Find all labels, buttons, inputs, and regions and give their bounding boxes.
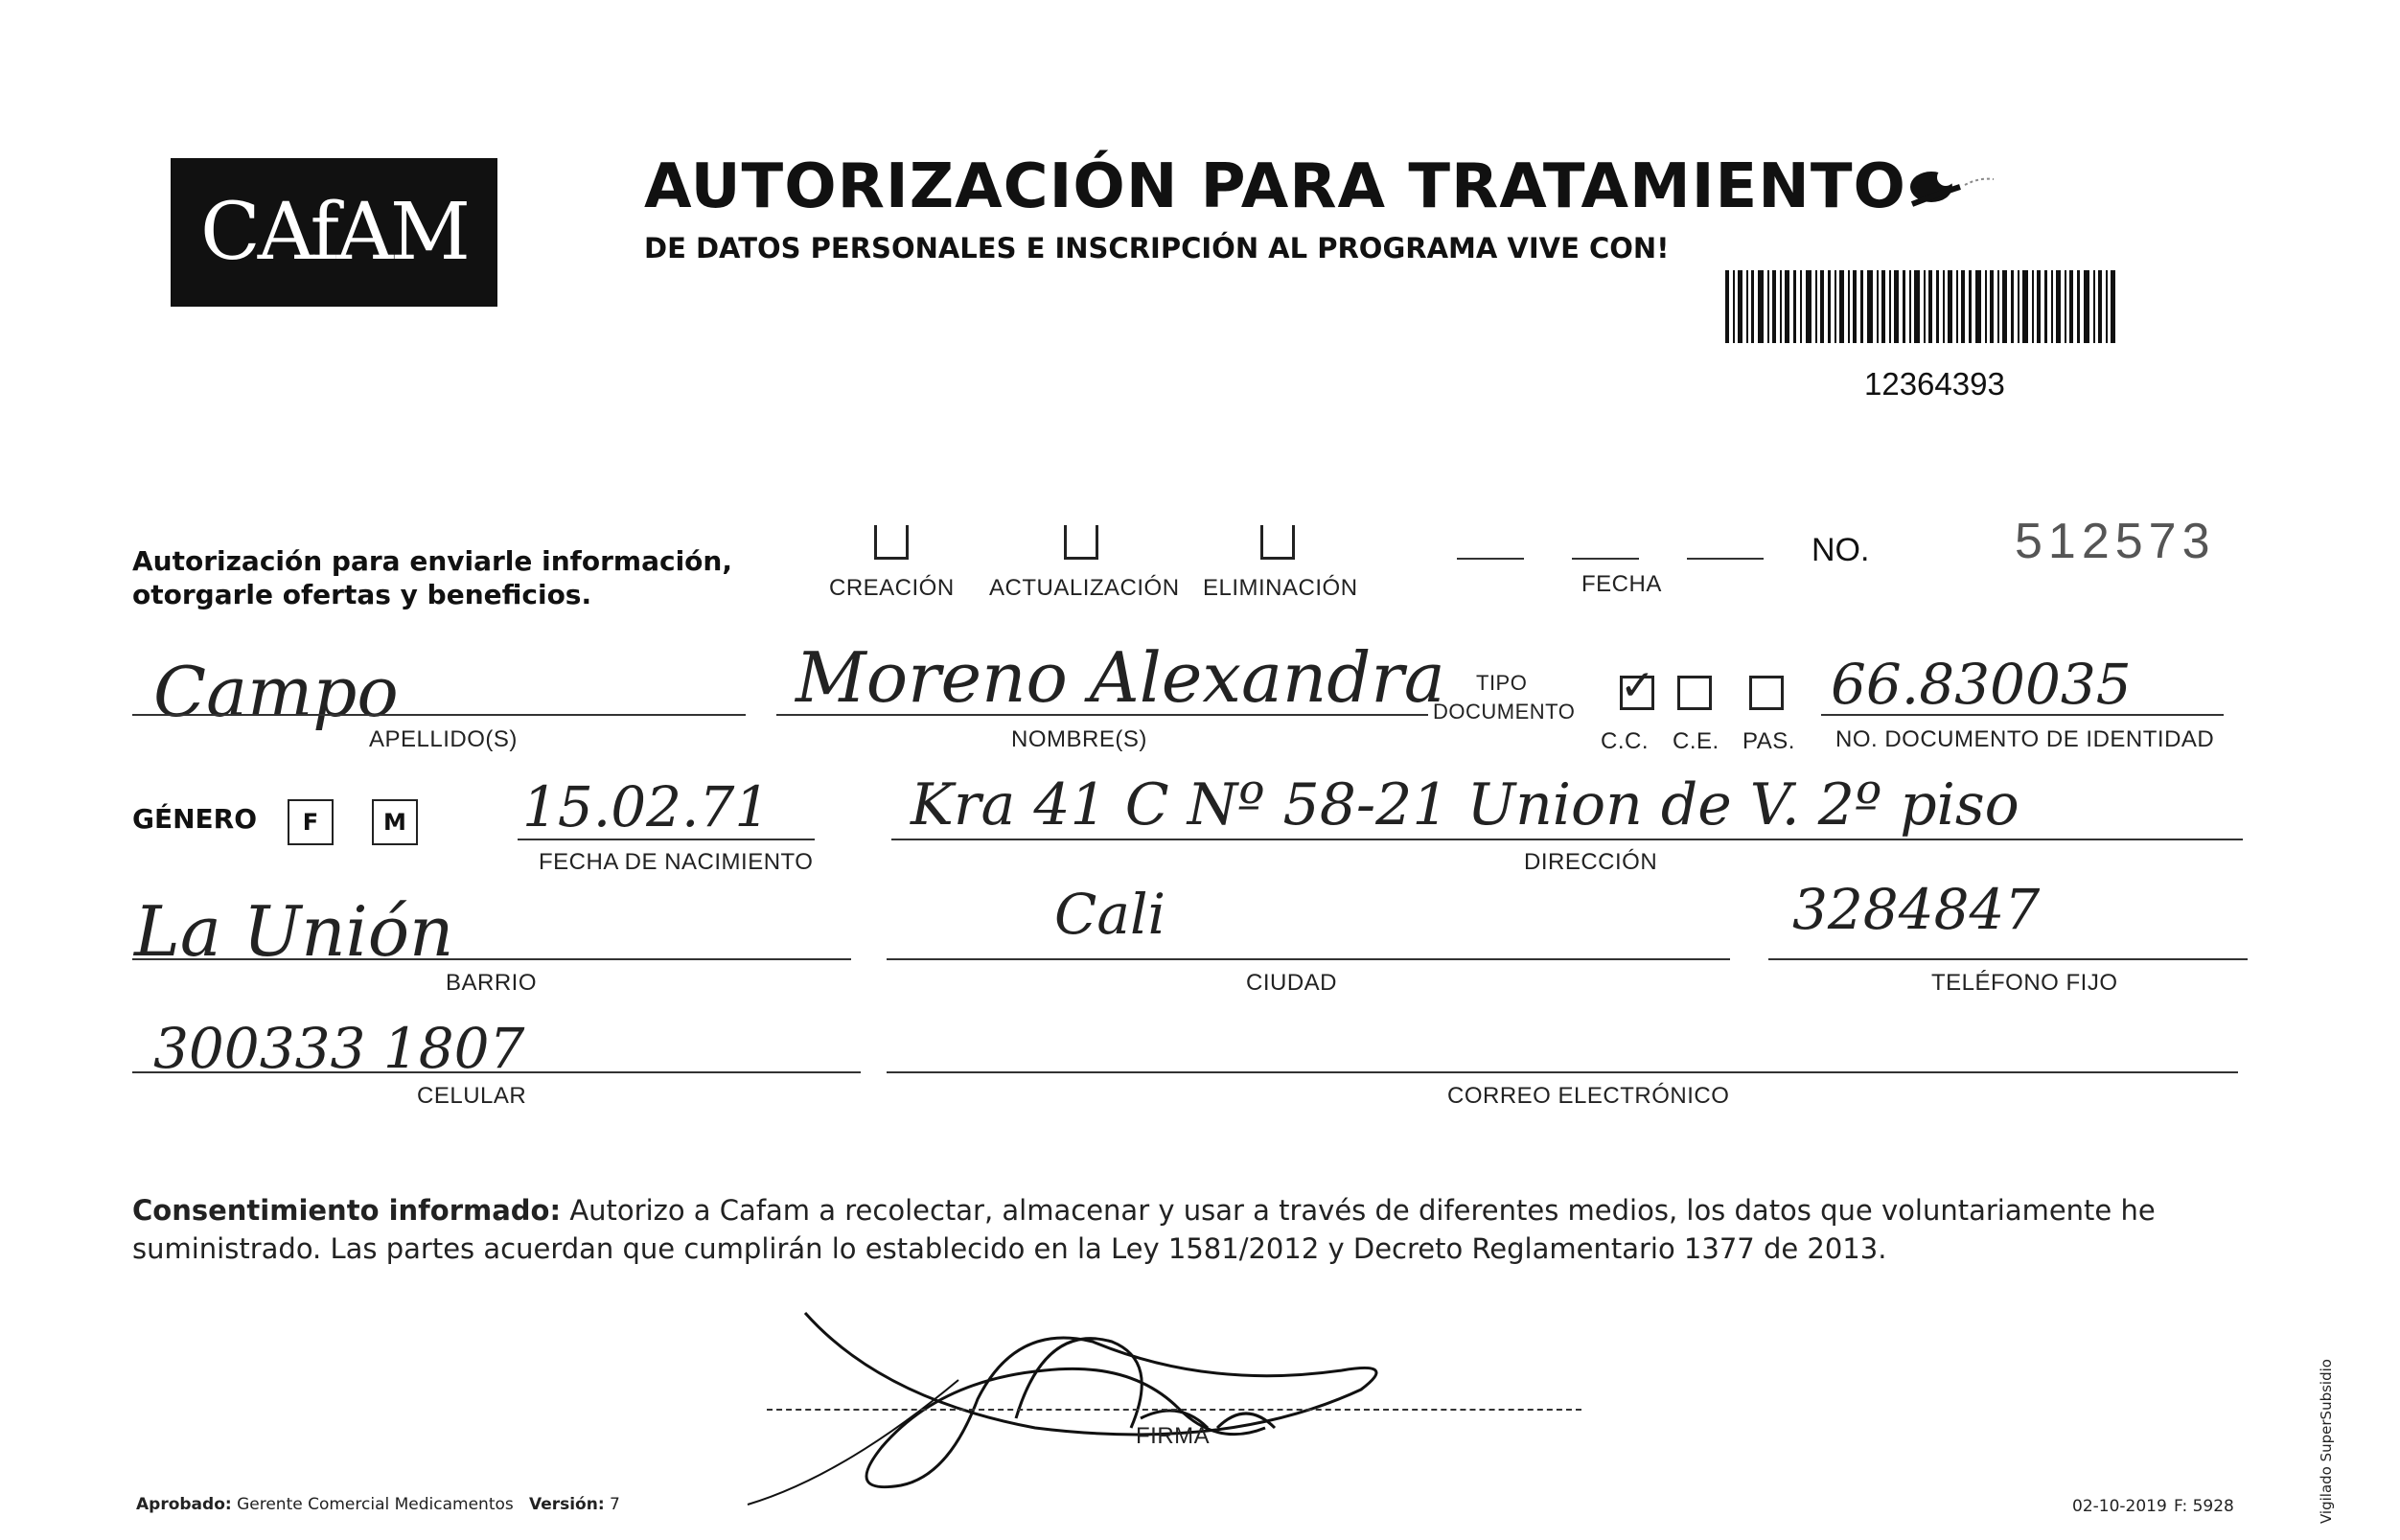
barrio-line [132,958,851,960]
documento-label: DOCUMENTO [1433,700,1576,724]
fecha-day-line [1457,558,1524,560]
document-number-label: NO. DOCUMENTO DE IDENTIDAD [1835,726,2215,752]
telefono-label: TELÉFONO FIJO [1931,970,2118,996]
form-title: AUTORIZACIÓN PARA TRATAMIENTO [644,151,1906,222]
eliminacion-checkbox[interactable] [1260,525,1295,560]
correo-label: CORREO ELECTRÓNICO [1447,1083,1730,1109]
approved-by [136,1495,620,1514]
nombres-line [776,714,1428,716]
authorization-line-2: otorgarle ofertas y beneficios. [132,579,592,610]
celular-label: CELULAR [417,1083,527,1109]
version-label: Versión: [528,1495,605,1514]
fecha-nacimiento-value[interactable]: 15.02.71 [522,774,771,839]
fecha-year-line [1687,558,1764,560]
direccion-line [891,839,2243,840]
actualizacion-label: ACTUALIZACIÓN [989,575,1180,601]
approved-value: Gerente Comercial Medicamentos [237,1495,514,1514]
fecha-nacimiento-line [518,839,815,840]
barrio-label: BARRIO [446,970,538,996]
nombres-value[interactable]: Moreno Alexandra [796,637,1445,718]
pas-checkbox[interactable] [1749,676,1784,710]
authorization-line-1: Autorización para enviarle información, [132,545,732,577]
cc-check-mark-icon: ✓ [1620,661,1655,710]
footer-date: 02-10-2019 [2072,1497,2167,1516]
barcode-icon [1725,270,2118,343]
version-value: 7 [610,1495,620,1514]
consent-text: Autorizo a Cafam a recolectar, almacenar y usar a través de diferentes medios, los datos que voluntariamente he suministrado. Las partes acuerdan que cumplirán lo establecido en la Ley 1581/2012 y Decreto Reglamentario 1377 de 2013. [132,1194,2156,1265]
signature-line [767,1409,1581,1411]
ciudad-line [887,958,1730,960]
approved-label: Aprobado: [136,1495,232,1514]
signature-drawing [728,1284,1438,1514]
cc-label: C.C. [1601,728,1649,754]
barrio-value[interactable]: La Unión [134,891,454,972]
ciudad-value[interactable]: Cali [1054,882,1166,947]
consent-heading: Consentimiento informado: [132,1194,562,1227]
nombres-label: NOMBRE(S) [1011,726,1147,752]
vive-con-logo-icon [1893,158,2008,216]
footer-code: F: 5928 [2174,1497,2234,1516]
signature-label: FIRMA [1136,1423,1211,1449]
ce-label: C.E. [1673,728,1719,754]
form-subtitle: DE DATOS PERSONALES E INSCRIPCIÓN AL PROGRAMA VIVE CON! [644,232,1670,264]
celular-line [132,1071,861,1073]
ce-checkbox[interactable] [1677,676,1712,710]
apellidos-label: APELLIDO(S) [369,726,518,752]
genero-label: GÉNERO [132,803,258,835]
creacion-label: CREACIÓN [829,575,955,601]
apellidos-value[interactable]: Campo [153,652,399,732]
direccion-label: DIRECCIÓN [1524,849,1658,875]
apellidos-line [132,714,746,716]
creacion-checkbox[interactable] [874,525,909,560]
document-number-line [1821,714,2224,716]
document-number-value[interactable]: 66.830035 [1831,652,2132,717]
barcode-number: 12364393 [1864,366,2005,402]
fecha-nacimiento-label: FECHA DE NACIMIENTO [539,849,814,875]
consent-paragraph [132,1191,2250,1268]
fecha-label: FECHA [1581,571,1662,597]
cafam-logo: CAfAM [171,158,497,307]
telefono-value[interactable]: 3284847 [1792,877,2041,942]
actualizacion-checkbox[interactable] [1064,525,1098,560]
genero-f-option[interactable]: F [288,799,334,845]
ciudad-label: CIUDAD [1246,970,1338,996]
genero-m-option[interactable]: M [372,799,418,845]
tipo-label: TIPO [1476,671,1528,695]
correo-line [887,1071,2238,1073]
telefono-line [1768,958,2248,960]
fecha-month-line [1572,558,1639,560]
celular-value[interactable]: 300333 1807 [153,1016,525,1081]
form-number: 512573 [2015,514,2216,569]
direccion-value[interactable]: Kra 41 C Nº 58-21 Union de V. 2º piso [911,771,2019,839]
eliminacion-label: ELIMINACIÓN [1203,575,1358,601]
pas-label: PAS. [1742,728,1795,754]
vigilado-supersubsidio-label: Vigilado SuperSubsidio [2318,1359,2335,1524]
form-number-label: NO. [1812,532,1870,568]
authorization-heading [132,544,732,611]
